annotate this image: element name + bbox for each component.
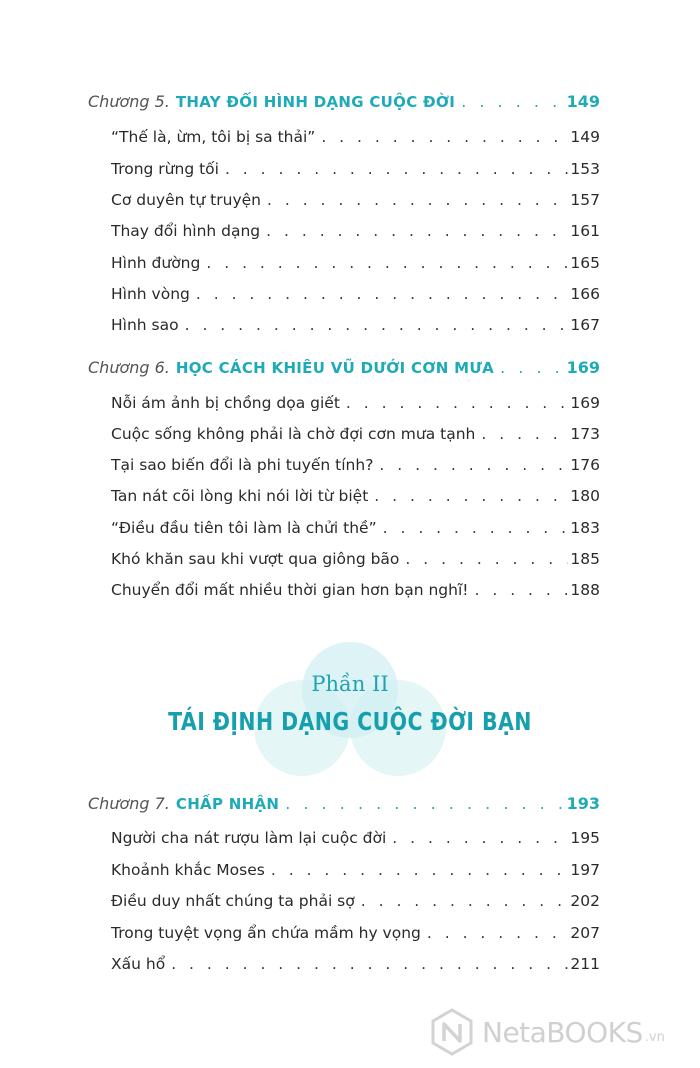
page-number: 183 (570, 519, 600, 537)
dot-leader (196, 285, 569, 303)
page-number: 195 (570, 829, 600, 847)
entry-title: Chuyển đổi mất nhiều thời gian hơn bạn nghĩ! (111, 581, 469, 599)
dot-leader (461, 92, 564, 111)
page-number: 169 (570, 394, 600, 412)
page-number: 188 (570, 581, 600, 599)
dot-leader (321, 128, 568, 146)
toc-entry[interactable] (111, 254, 600, 272)
page-number: 165 (570, 254, 600, 272)
dot-leader (475, 581, 569, 599)
page-number: 173 (570, 425, 600, 443)
page-number: 161 (570, 222, 600, 240)
entry-title: Khó khăn sau khi vượt qua giông bão (111, 550, 400, 568)
toc-entry[interactable] (111, 924, 600, 942)
part-label: Phần II (311, 672, 389, 696)
toc-entry[interactable] (111, 160, 600, 178)
toc-entry[interactable] (111, 487, 600, 505)
toc-entry[interactable] (111, 829, 600, 847)
toc-entry[interactable] (111, 285, 600, 303)
dot-leader (379, 456, 568, 474)
entry-title: Điều duy nhất chúng ta phải sợ (111, 892, 355, 910)
page-number: 167 (570, 316, 600, 334)
page-number: 149 (566, 92, 600, 111)
chapter-title: THAY ĐỔI HÌNH DẠNG CUỘC ĐỜI (175, 93, 456, 111)
entry-title: Tại sao biến đổi là phi tuyến tính? (111, 456, 374, 474)
toc-entry[interactable] (111, 191, 600, 209)
entry-title: “Điều đầu tiên tôi làm là chửi thề” (111, 519, 377, 537)
toc-entry[interactable] (111, 581, 600, 599)
entry-title: Cơ duyên tự truyện (111, 191, 261, 209)
chapter-prefix: Chương 6. (88, 358, 170, 377)
dot-leader (171, 955, 568, 973)
dot-leader (206, 254, 568, 272)
page-number: 149 (570, 128, 600, 146)
page-number: 157 (570, 191, 600, 209)
page-number: 169 (566, 358, 600, 377)
page-number: 202 (570, 892, 600, 910)
entry-title: Trong rừng tối (111, 160, 219, 178)
entry-title: “Thế là, ừm, tôi bị sa thải” (111, 128, 316, 146)
page-number: 193 (566, 794, 600, 813)
watermark-text: NetaBOOKS (482, 1015, 643, 1049)
toc-entry[interactable] (111, 550, 600, 568)
chapter-6-heading[interactable] (88, 358, 600, 377)
entry-title: Thay đổi hình dạng (111, 222, 261, 240)
entry-title: Cuộc sống không phải là chờ đợi cơn mưa tạnh (111, 425, 476, 443)
chapter-prefix: Chương 7. (88, 794, 170, 813)
toc-entry[interactable] (111, 316, 600, 334)
netabooks-logo-icon (430, 1008, 474, 1056)
part-title: TÁI ĐỊNH DẠNG CUỘC ĐỜI BẠN (168, 707, 532, 736)
page-number: 153 (570, 160, 600, 178)
entry-title: Người cha nát rượu làm lại cuộc đời (111, 829, 387, 847)
dot-leader (271, 861, 569, 879)
dot-leader (481, 425, 568, 443)
dot-leader (225, 160, 568, 178)
part-2-divider (0, 640, 700, 780)
toc-entry[interactable] (111, 128, 600, 146)
toc-entry[interactable] (111, 394, 600, 412)
dot-leader (374, 487, 568, 505)
page-number: 166 (570, 285, 600, 303)
dot-leader (500, 358, 565, 377)
dot-leader (427, 924, 569, 942)
chapter-prefix: Chương 5. (88, 92, 170, 111)
entry-title: Nỗi ám ảnh bị chồng dọa giết (111, 394, 340, 412)
netabooks-watermark (430, 1004, 692, 1060)
watermark-suffix: .vn (644, 1029, 665, 1045)
chapter-title: CHẤP NHẬN (175, 795, 280, 813)
entry-title: Hình đường (111, 254, 201, 272)
toc-entry[interactable] (111, 519, 600, 537)
entry-title: Xấu hổ (111, 955, 166, 973)
chapter-5-heading[interactable] (88, 92, 600, 111)
toc-entry[interactable] (111, 892, 600, 910)
dot-leader (383, 519, 569, 537)
dot-leader (361, 892, 569, 910)
dot-leader (285, 794, 564, 813)
page-number: 197 (570, 861, 600, 879)
toc-entry[interactable] (111, 222, 600, 240)
chapter-7-heading[interactable] (88, 794, 600, 813)
toc-entry[interactable] (111, 861, 600, 879)
chapter-title: HỌC CÁCH KHIÊU VŨ DƯỚI CƠN MƯA (175, 359, 495, 377)
page-number: 211 (570, 955, 600, 973)
dot-leader (185, 316, 569, 334)
dot-leader (405, 550, 568, 568)
entry-title: Tan nát cõi lòng khi nói lời từ biệt (111, 487, 369, 505)
page-number: 176 (570, 456, 600, 474)
dot-leader (266, 222, 568, 240)
page-number: 207 (570, 924, 600, 942)
page-number: 185 (570, 550, 600, 568)
entry-title: Hình vòng (111, 285, 190, 303)
dot-leader (267, 191, 568, 209)
entry-title: Hình sao (111, 316, 179, 334)
toc-entry[interactable] (111, 456, 600, 474)
entry-title: Trong tuyệt vọng ẩn chứa mầm hy vọng (111, 924, 421, 942)
dot-leader (392, 829, 568, 847)
toc-entry[interactable] (111, 955, 600, 973)
entry-title: Khoảnh khắc Moses (111, 861, 265, 879)
page-number: 180 (570, 487, 600, 505)
toc-entry[interactable] (111, 425, 600, 443)
dot-leader (346, 394, 569, 412)
